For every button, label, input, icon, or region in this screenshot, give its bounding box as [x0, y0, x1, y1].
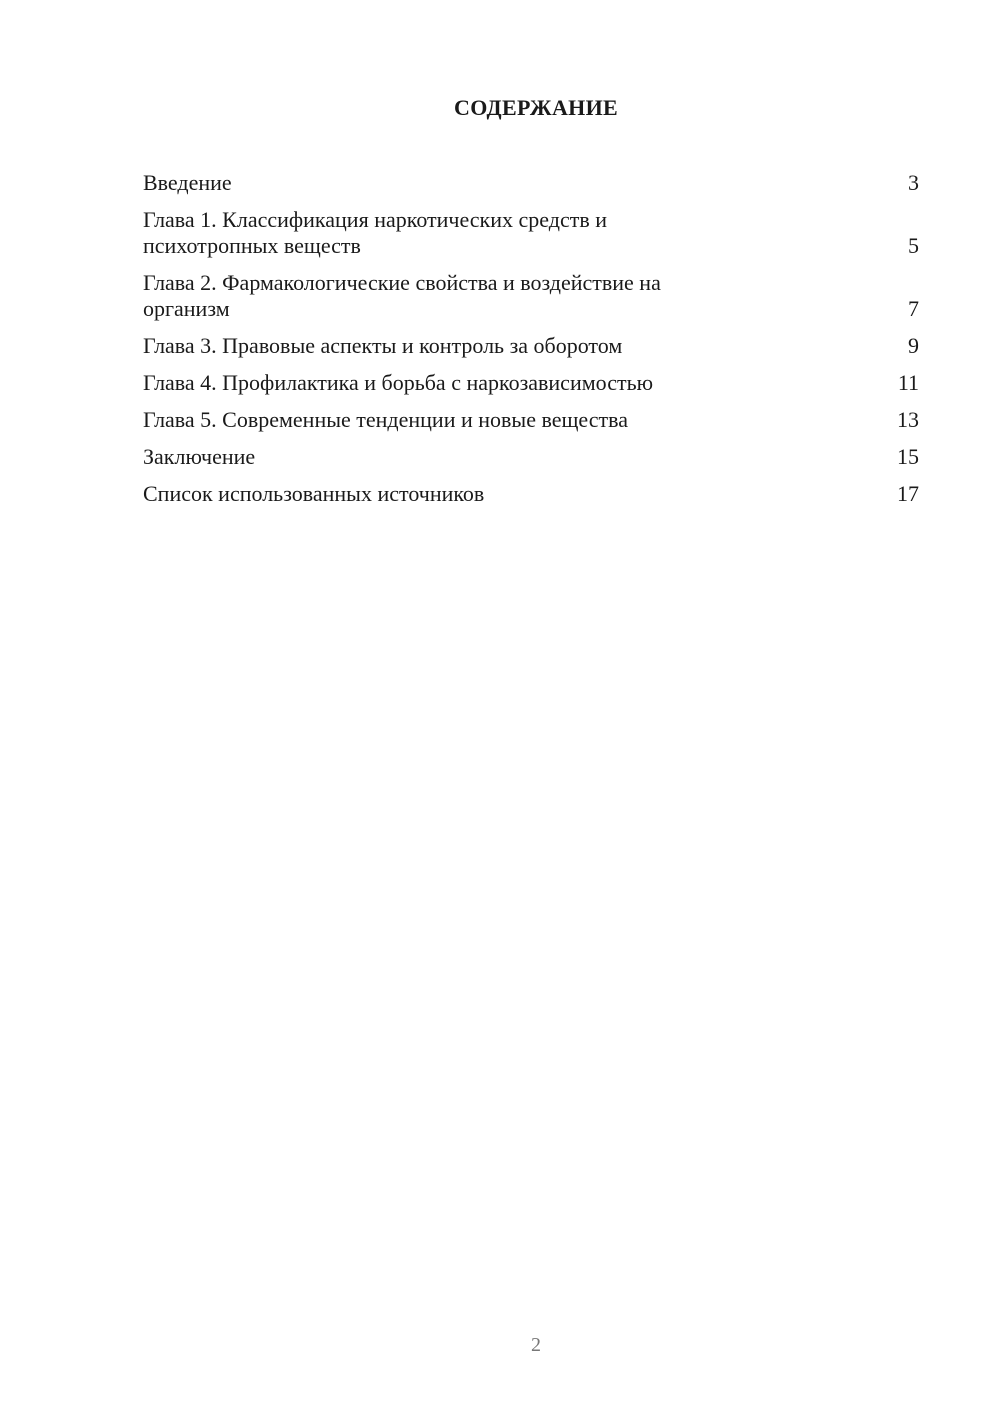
toc-entry-chapter-4 [143, 370, 919, 396]
toc-entry-text [143, 370, 653, 396]
toc-entry-chapter-1 [143, 207, 919, 259]
toc-entry-line: Глава 4. Профилактика и борьба с наркозависимостью [143, 370, 654, 395]
page-number: 2 [531, 1334, 541, 1356]
toc-entry-introduction [143, 170, 919, 196]
toc-entry-line: Список использованных источников [143, 481, 485, 506]
toc-page-number: 5 [908, 233, 919, 258]
toc-entry-conclusion [143, 444, 919, 470]
toc-entry-text [143, 207, 607, 259]
toc-entry-line: Введение [143, 170, 232, 195]
toc-page-number: 15 [897, 444, 919, 469]
toc-title: СОДЕРЖАНИЕ [454, 95, 618, 120]
toc-entry-text [143, 444, 255, 470]
toc-entry-line: организм [143, 296, 230, 321]
toc-entry-line: Глава 1. Классификация наркотических средств и [143, 207, 607, 232]
toc-entry-line: психотропных веществ [143, 233, 361, 258]
toc-entry-chapter-5 [143, 407, 919, 433]
table-of-contents [143, 170, 919, 518]
toc-entry-text [143, 407, 628, 433]
toc-entry-line: Глава 5. Современные тенденции и новые вещества [143, 407, 628, 432]
toc-entry-chapter-3 [143, 333, 919, 359]
toc-entry-text [143, 270, 661, 322]
toc-page-number: 9 [908, 333, 919, 358]
toc-page-number: 3 [908, 170, 919, 195]
toc-entry-line: Заключение [143, 444, 256, 469]
toc-entry-text [143, 170, 232, 196]
toc-entry-references [143, 481, 919, 507]
toc-entry-text [143, 481, 484, 507]
toc-page-number: 13 [897, 407, 919, 432]
toc-page-number: 17 [897, 481, 919, 506]
toc-entry-line: Глава 3. Правовые аспекты и контроль за оборотом [143, 333, 623, 358]
toc-entry-line: Глава 2. Фармакологические свойства и воздействие на [143, 270, 661, 295]
toc-page-number: 11 [897, 370, 919, 395]
toc-page-number: 7 [908, 296, 919, 321]
toc-entry-chapter-2 [143, 270, 919, 322]
toc-entry-text [143, 333, 622, 359]
